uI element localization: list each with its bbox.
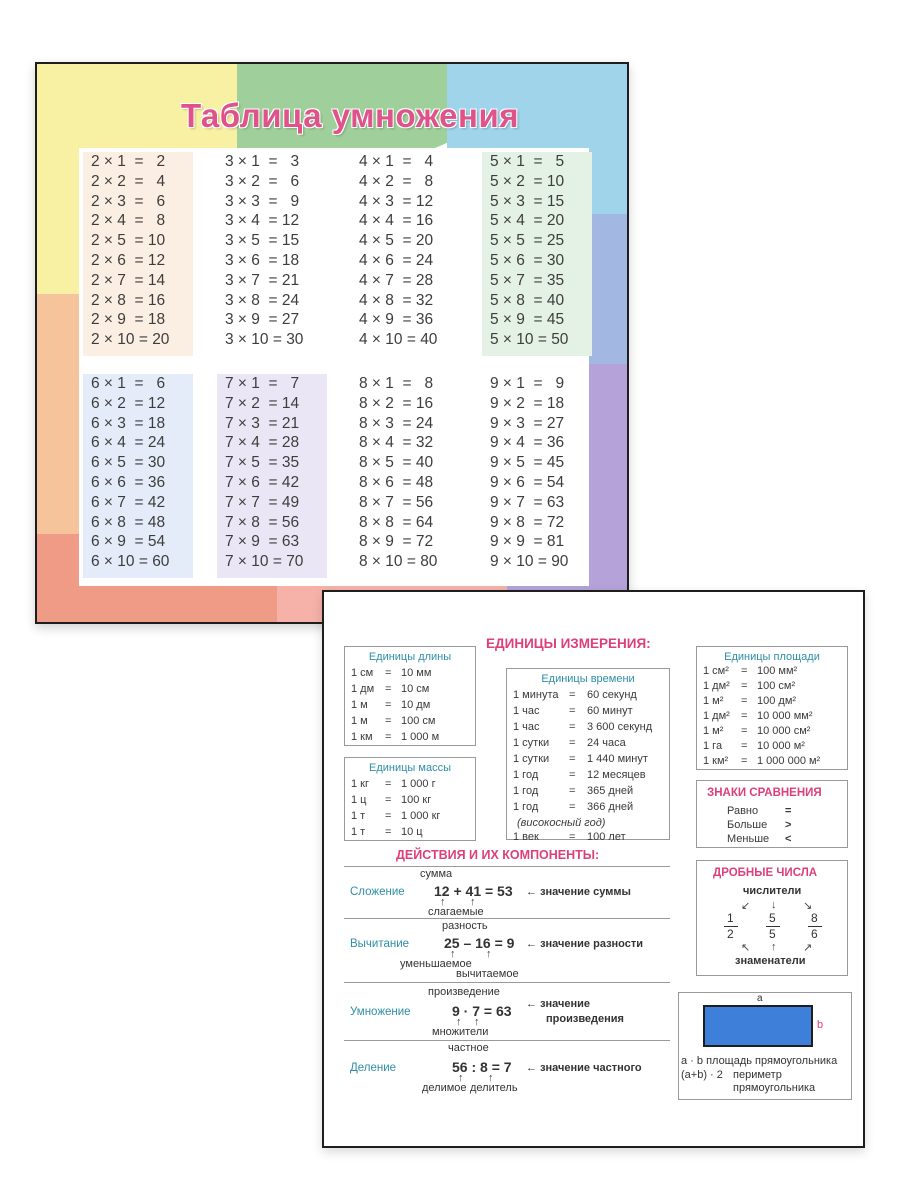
multiplication-row: 3 × 1 = 3 — [225, 153, 300, 170]
unit-row-equals: = — [385, 810, 392, 822]
unit-row-equals: = — [385, 715, 392, 727]
multiplication-row: 5 × 7 = 35 — [490, 271, 565, 289]
multiplication-row: 9 × 5 = 45 — [490, 454, 565, 472]
multiplication-row: 2 × 2 = 4 — [91, 172, 166, 190]
unit-row-equals: = — [569, 753, 576, 765]
length-units-title: Единицы длины — [368, 651, 452, 663]
reference-sheet-card — [322, 590, 865, 1148]
multiplication-row: 2 × 9 = 18 — [91, 311, 166, 329]
multiplication-row: 7 × 10 = 70 — [225, 553, 304, 571]
multiplication-row: 3 × 9 = 27 — [225, 311, 300, 329]
unit-row-right: 100 дм² — [757, 695, 797, 707]
sum-label: сумма — [420, 868, 453, 880]
addends-label: слагаемые — [428, 906, 484, 918]
unit-row-right: 1 000 000 м² — [757, 755, 821, 767]
fraction-numerator: 5 — [769, 911, 776, 925]
unit-row-left: 1 дм — [351, 683, 375, 695]
multiplication-row: 4 × 10 = 40 — [359, 331, 438, 349]
multiplication-row: 9 × 4 = 36 — [490, 434, 565, 452]
unit-row-right: 60 минут — [587, 705, 633, 717]
operations-title: ДЕЙСТВИЯ И ИХ КОМПОНЕНТЫ: — [396, 848, 600, 862]
arrow-up-icon: ↑ — [440, 896, 446, 908]
arrow-up-icon: ↑ — [458, 1072, 464, 1084]
unit-row-right: 10 000 м² — [757, 740, 805, 752]
product-value-label-2: произведения — [546, 1013, 624, 1025]
unit-row-right: 1 440 минут — [587, 753, 648, 765]
arrow-icon: ↖ — [741, 942, 751, 954]
multiplication-row: 4 × 4 = 16 — [359, 212, 434, 230]
unit-row-equals: = — [741, 755, 748, 767]
unit-row-left: 1 км — [351, 731, 373, 743]
unit-row-right: 10 000 мм² — [757, 710, 813, 722]
unit-row-left: 1 м — [351, 715, 368, 727]
unit-row-right: 365 дней — [587, 785, 634, 797]
multiplication-title: Таблица умножения — [181, 97, 519, 134]
multiplication-row: 3 × 10 = 30 — [225, 331, 304, 349]
multiplication-row: 2 × 3 = 6 — [91, 192, 166, 210]
comparison-name: Меньше — [727, 833, 770, 845]
multiplication-row: 7 × 7 = 49 — [225, 493, 300, 511]
multiplication-row: 8 × 9 = 72 — [359, 533, 434, 551]
unit-row-left: 1 км² — [703, 755, 729, 767]
multiplication-row: 5 × 4 = 20 — [490, 212, 565, 230]
column-7 — [217, 374, 327, 578]
multiplication-row: 2 × 7 = 14 — [91, 271, 166, 289]
unit-row-equals: = — [741, 695, 748, 707]
column-5 — [482, 152, 592, 356]
comparison-name: Равно — [727, 805, 759, 817]
multiplication-row: 9 × 2 = 18 — [490, 394, 565, 412]
arrow-up-icon: ↑ — [470, 896, 476, 908]
arrow-up-icon: ↑ — [488, 1072, 494, 1084]
unit-row-left: 1 дм² — [703, 680, 730, 692]
multiplication-row: 8 × 1 = 8 — [359, 375, 434, 392]
multiplication-row: 6 × 5 = 30 — [91, 454, 166, 472]
side-b-label: b — [817, 1019, 824, 1031]
unit-row-right: 10 000 см² — [757, 725, 811, 737]
fraction-denominator: 5 — [769, 927, 776, 941]
rectangle-box — [678, 992, 852, 1100]
divider — [344, 918, 670, 919]
arrow-up-icon: ↑ — [456, 1016, 462, 1028]
sum-value-label: ← значение суммы — [526, 886, 631, 898]
divider — [344, 866, 670, 867]
multiplication-row: 8 × 6 = 48 — [359, 473, 434, 491]
multiplication-row: 3 × 3 = 9 — [225, 192, 300, 210]
multiplication-row: 7 × 6 = 42 — [225, 473, 300, 491]
arrow-icon: ↘ — [803, 900, 813, 912]
side-a-label: a — [757, 993, 763, 1004]
quotient-label: частное — [448, 1042, 489, 1054]
unit-row-right: 10 ц — [401, 826, 423, 838]
multiplication-row: 5 × 1 = 5 — [490, 153, 565, 170]
dividend-label: делимое — [422, 1082, 467, 1094]
fractions-title: ДРОБНЫЕ ЧИСЛА — [713, 867, 818, 879]
denominators-label: знаменатели — [735, 955, 806, 967]
unit-row-left: 1 т — [351, 810, 366, 822]
column-8 — [351, 374, 461, 578]
multiplication-row: 5 × 5 = 25 — [490, 232, 565, 250]
multiplication-row: 8 × 10 = 80 — [359, 553, 438, 571]
multiplication-row: 8 × 2 = 16 — [359, 394, 434, 412]
difference-label: разность — [442, 920, 488, 932]
multiplication-row: 6 × 8 = 48 — [91, 513, 166, 531]
multiplication-row: 5 × 8 = 40 — [490, 291, 565, 309]
multiplication-row: 3 × 4 = 12 — [225, 212, 300, 230]
multiplication-row: 9 × 1 = 9 — [490, 375, 565, 392]
leap-year-note: (високосный год) — [517, 817, 606, 829]
unit-row-equals: = — [569, 737, 576, 749]
unit-row-equals: = — [385, 778, 392, 790]
comparison-sign: = — [785, 805, 792, 817]
minuend-label: уменьшаемое — [400, 958, 472, 970]
unit-row-left: 1 т — [351, 826, 366, 838]
multiplication-row: 3 × 2 = 6 — [225, 172, 300, 190]
arrow-icon: ↓ — [771, 899, 777, 911]
column-3 — [217, 152, 327, 356]
unit-row-right: 100 см² — [757, 680, 796, 692]
unit-row-left: 1 год — [513, 801, 539, 813]
perimeter-label-2: прямоугольника — [733, 1082, 816, 1094]
fractions-box — [696, 860, 848, 976]
multiplication-row: 6 × 10 = 60 — [91, 553, 170, 571]
multiplication-row: 7 × 1 = 7 — [225, 375, 300, 392]
fraction-denominator: 6 — [811, 927, 818, 941]
unit-row-left: 1 сутки — [513, 753, 550, 765]
multiplication-row: 6 × 4 = 24 — [91, 434, 166, 452]
area-units-box — [696, 646, 848, 770]
multiplication-row: 3 × 8 = 24 — [225, 291, 300, 309]
multiplication-panel — [79, 148, 589, 586]
product-value-label: ← значение — [526, 998, 591, 1010]
unit-row-right: 3 600 секунд — [587, 721, 653, 733]
subtraction-expression: 25 – 16 = 9 — [444, 935, 515, 951]
mass-units-title: Единицы массы — [369, 762, 451, 774]
unit-row-right: 100 см — [401, 715, 436, 727]
unit-row-left: 1 час — [513, 721, 540, 733]
column-4 — [351, 152, 461, 356]
unit-row-left: 1 кг — [351, 778, 369, 790]
comparison-sign: < — [785, 833, 792, 845]
fraction-denominator: 2 — [727, 927, 734, 941]
addition-expression: 12 + 41 = 53 — [434, 883, 513, 899]
multiplication-row: 6 × 3 = 18 — [91, 414, 166, 432]
unit-row-left: 1 м² — [703, 695, 724, 707]
arrow-icon: ↗ — [803, 942, 813, 954]
arrow-icon: ↑ — [771, 941, 777, 953]
unit-row-right: 10 см — [401, 683, 430, 695]
multiplication-row: 4 × 1 = 4 — [359, 153, 434, 170]
multiplication-row: 8 × 3 = 24 — [359, 414, 434, 432]
unit-row-right: 100 кг — [401, 794, 432, 806]
comparison-sign: > — [785, 819, 792, 831]
multiplication-row: 4 × 5 = 20 — [359, 232, 434, 250]
unit-row-equals: = — [741, 725, 748, 737]
multiplication-row: 5 × 3 = 15 — [490, 192, 565, 210]
unit-row-right: 1 000 г — [401, 778, 436, 790]
unit-row-equals: = — [385, 667, 392, 679]
fraction-numerator: 1 — [727, 911, 734, 925]
multiplication-row: 8 × 4 = 32 — [359, 434, 434, 452]
units-heading: ЕДИНИЦЫ ИЗМЕРЕНИЯ: — [486, 636, 651, 651]
unit-row-left: 1 ц — [351, 794, 367, 806]
multiplication-row: 2 × 6 = 12 — [91, 251, 166, 269]
comparison-box — [696, 780, 848, 848]
column-6 — [83, 374, 193, 578]
multiplication-row: 8 × 7 = 56 — [359, 493, 434, 511]
unit-row-equals: = — [385, 699, 392, 711]
multiplication-row: 9 × 9 = 81 — [490, 533, 565, 551]
unit-row-right: 100 лет — [587, 831, 626, 843]
multiplication-row: 4 × 7 = 28 — [359, 271, 434, 289]
unit-row-equals: = — [741, 680, 748, 692]
multiplication-row: 8 × 8 = 64 — [359, 513, 434, 531]
unit-row-right: 100 мм² — [757, 665, 798, 677]
unit-row-equals: = — [741, 740, 748, 752]
multiplication-row: 6 × 9 = 54 — [91, 533, 166, 551]
column-2 — [83, 152, 193, 356]
numerators-label: числители — [743, 885, 802, 897]
multiplication-row: 6 × 7 = 42 — [91, 493, 166, 511]
area-units-title: Единицы площади — [724, 651, 820, 663]
multiplication-row: 5 × 10 = 50 — [490, 331, 569, 349]
length-units-box — [344, 646, 476, 746]
unit-row-left: 1 минута — [513, 689, 559, 701]
unit-row-left: 1 см² — [703, 665, 729, 677]
unit-row-equals: = — [569, 689, 576, 701]
multiplication-row: 3 × 7 = 21 — [225, 271, 300, 289]
unit-row-equals: = — [741, 710, 748, 722]
unit-row-equals: = — [569, 801, 576, 813]
multiplication-row: 9 × 8 = 72 — [490, 513, 565, 531]
unit-row-equals: = — [569, 785, 576, 797]
multiplication-row: 2 × 10 = 20 — [91, 331, 170, 349]
unit-row-equals: = — [741, 665, 748, 677]
multiplication-row: 9 × 6 = 54 — [490, 473, 565, 491]
division-label: Деление — [350, 1062, 397, 1074]
multiplication-row: 7 × 3 = 21 — [225, 414, 300, 432]
multiplication-row: 6 × 2 = 12 — [91, 394, 166, 412]
arrow-up-icon: ↑ — [474, 1016, 480, 1028]
unit-row-right: 10 дм — [401, 699, 431, 711]
unit-row-right: 24 часа — [587, 737, 626, 749]
multiplication-row: 3 × 6 = 18 — [225, 251, 300, 269]
multiplication-row: 7 × 4 = 28 — [225, 434, 300, 452]
time-units-title: Единицы времени — [541, 673, 635, 685]
divider — [344, 1040, 670, 1041]
unit-row-left: 1 сутки — [513, 737, 550, 749]
perimeter-label: периметр — [733, 1069, 782, 1081]
multiplication-row: 5 × 6 = 30 — [490, 251, 565, 269]
time-units-box — [506, 668, 670, 843]
multiplication-row: 4 × 2 = 8 — [359, 172, 434, 190]
unit-row-right: 366 дней — [587, 801, 634, 813]
multiplication-row: 6 × 1 = 6 — [91, 375, 166, 392]
product-label: произведение — [428, 986, 500, 998]
arrow-icon: ↙ — [741, 900, 751, 912]
subtrahend-label: вычитаемое — [456, 968, 519, 980]
multiplication-row: 7 × 2 = 14 — [225, 394, 300, 412]
unit-row-equals: = — [569, 769, 576, 781]
area-formula: a · b площадь прямоугольника — [681, 1055, 838, 1067]
unit-row-right: 12 месяцев — [587, 769, 646, 781]
multiplication-row: 2 × 4 = 8 — [91, 212, 166, 230]
multiplication-row: 7 × 5 = 35 — [225, 454, 300, 472]
unit-row-right: 1 000 м — [401, 731, 440, 743]
unit-row-left: 1 м² — [703, 725, 724, 737]
multiplication-row: 9 × 7 = 63 — [490, 493, 565, 511]
perimeter-formula: (a+b) · 2 — [681, 1069, 723, 1081]
unit-row-equals: = — [569, 721, 576, 733]
unit-row-equals: = — [385, 826, 392, 838]
divider — [344, 982, 670, 983]
unit-row-equals: = — [569, 705, 576, 717]
multiplication-row: 2 × 8 = 16 — [91, 291, 166, 309]
multiplication-row: 5 × 9 = 45 — [490, 311, 565, 329]
multiplication-row: 4 × 6 = 24 — [359, 251, 434, 269]
unit-row-left: 1 дм² — [703, 710, 730, 722]
mass-units-box — [344, 757, 476, 841]
comparison-name: Больше — [727, 819, 768, 831]
addition-label: Сложение — [350, 886, 405, 898]
multiplication-row: 5 × 2 = 10 — [490, 172, 565, 190]
difference-value-label: ← значение разности — [526, 938, 644, 950]
multiplication-row: 4 × 8 = 32 — [359, 291, 434, 309]
factors-label: множители — [432, 1026, 489, 1038]
unit-row-equals: = — [385, 683, 392, 695]
arrow-up-icon: ↑ — [486, 948, 492, 960]
column-9 — [482, 374, 592, 578]
multiplication-row: 3 × 5 = 15 — [225, 232, 300, 250]
comparison-title: ЗНАКИ СРАВНЕНИЯ — [707, 787, 822, 799]
unit-row-right: 60 секунд — [587, 689, 637, 701]
unit-row-left: 1 м — [351, 699, 368, 711]
unit-row-equals: = — [385, 731, 392, 743]
unit-row-equals: = — [569, 831, 576, 843]
unit-row-left: 1 год — [513, 769, 539, 781]
unit-row-right: 10 мм — [401, 667, 432, 679]
unit-row-left: 1 век — [513, 831, 539, 843]
multiplication-row: 4 × 3 = 12 — [359, 192, 434, 210]
unit-row-left: 1 см — [351, 667, 374, 679]
multiplication-row: 9 × 10 = 90 — [490, 553, 569, 571]
quotient-value-label: ← значение частного — [526, 1062, 642, 1074]
multiplication-row: 4 × 9 = 36 — [359, 311, 434, 329]
unit-row-left: 1 год — [513, 785, 539, 797]
unit-row-equals: = — [385, 794, 392, 806]
divisor-label: делитель — [470, 1082, 518, 1094]
unit-row-left: 1 га — [703, 740, 723, 752]
unit-row-left: 1 час — [513, 705, 540, 717]
multiplication-expression: 9 · 7 = 63 — [452, 1003, 512, 1019]
unit-row-right: 1 000 кг — [401, 810, 441, 822]
fraction-numerator: 8 — [811, 911, 818, 925]
multiplication-row: 2 × 1 = 2 — [91, 153, 166, 170]
multiplication-table-card — [35, 62, 629, 624]
multiplication-row: 2 × 5 = 10 — [91, 232, 166, 250]
multiplication-row: 9 × 3 = 27 — [490, 414, 565, 432]
multiplication-row: 6 × 6 = 36 — [91, 473, 166, 491]
division-expression: 56 : 8 = 7 — [452, 1059, 512, 1075]
blue-rectangle — [703, 1005, 813, 1047]
multiplication-row: 8 × 5 = 40 — [359, 454, 434, 472]
multiplication-row: 7 × 8 = 56 — [225, 513, 300, 531]
multiplication-label: Умножение — [350, 1006, 411, 1018]
multiplication-row: 7 × 9 = 63 — [225, 533, 300, 551]
subtraction-label: Вычитание — [350, 938, 410, 950]
arrow-up-icon: ↑ — [450, 948, 456, 960]
